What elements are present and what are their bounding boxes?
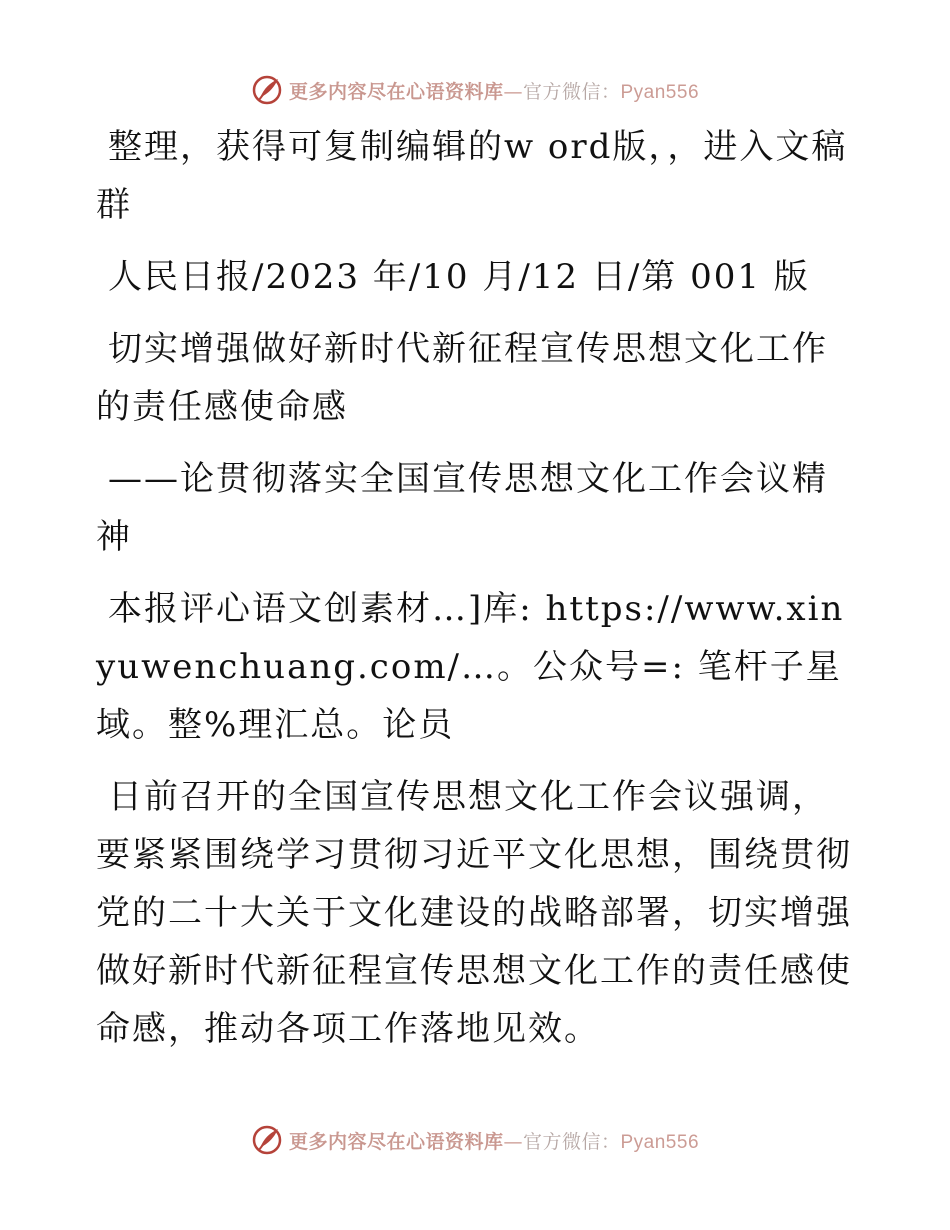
intro-paragraph: 整理，获得可复制编辑的w ord版，，进入文稿群	[96, 127, 848, 225]
footer-watermark-banner	[0, 1120, 950, 1160]
source-line: 人民日报/2023 年/10 月/12 日/第 001 版	[108, 257, 810, 297]
feather-quill-icon	[251, 74, 283, 106]
watermark-text: 更多内容尽在心语资料库—官方微信：Pyan556	[288, 80, 700, 103]
promo-paragraph: 本报评心语文创素材…]库: https://www.xinyuwenchuang.com/…。公众号=: 笔杆子星域。整%理汇总。论员	[96, 589, 845, 745]
feather-quill-icon	[251, 1124, 283, 1156]
body-paragraph: 日前召开的全国宣传思想文化工作会议强调，要紧紧围绕学习贯彻习近平文化思想，围绕贯彻党的二十大关于文化建设的战略部署，切实增强做好新时代新征程宣传思想文化工作的责任感使命感，推动各项工作落地见效。	[96, 777, 852, 1049]
article-subtitle: ——论贯彻落实全国宣传思想文化工作会议精神	[96, 459, 828, 557]
watermark-text: 更多内容尽在心语资料库—官方微信：Pyan556	[288, 1130, 700, 1153]
header-watermark-banner	[0, 70, 950, 110]
document-body	[96, 118, 856, 1072]
article-title: 切实增强做好新时代新征程宣传思想文化工作的责任感使命感	[96, 329, 828, 427]
